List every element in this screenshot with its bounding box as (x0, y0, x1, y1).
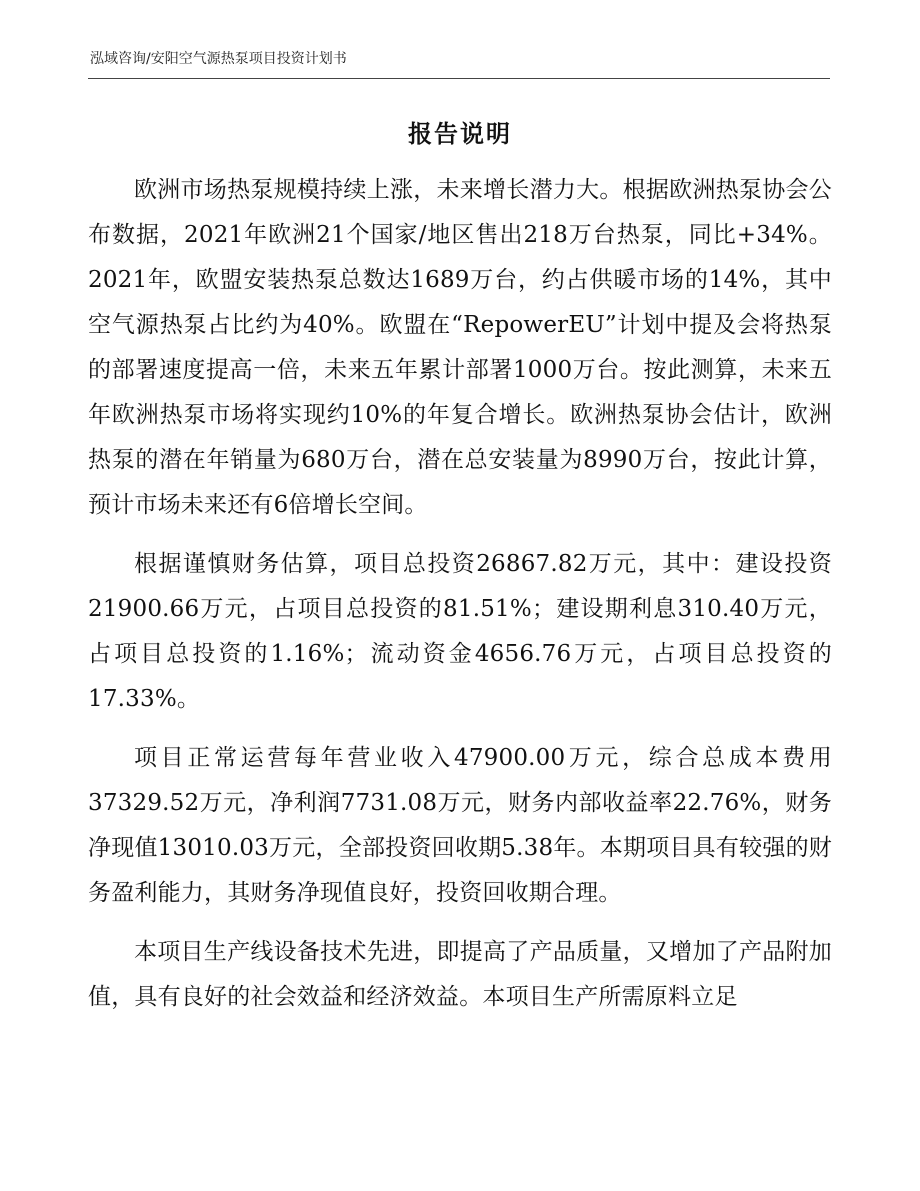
section-title: 报告说明 (408, 120, 512, 148)
paragraph-investment-estimate: 根据谨慎财务估算，项目总投资26867.82万元，其中：建设投资21900.66万元，占项目总投资的81.51%；建设期利息310.40万元，占项目总投资的1.16%；流动资金4656.76万元，占项目总投资的17.33%。 (88, 551, 832, 712)
header-divider (88, 78, 830, 79)
report-body (88, 168, 832, 1034)
running-header: 泓域咨询/安阳空气源热泵项目投资计划书 (90, 51, 347, 67)
paragraph-financial-performance: 项目正常运营每年营业收入47900.00万元，综合总成本费用37329.52万元，净利润7731.08万元，财务内部收益率22.76%，财务净现值13010.03万元，全部投资回收期5.38年。本期项目具有较强的财务盈利能力，其财务净现值良好，投资回收期合理。 (88, 745, 832, 906)
paragraph-project-benefits: 本项目生产线设备技术先进，即提高了产品质量，又增加了产品附加值，具有良好的社会效益和经济效益。本项目生产所需原料立足 (88, 939, 832, 1010)
paragraph-market-outlook: 欧洲市场热泵规模持续上涨，未来增长潜力大。根据欧洲热泵协会公布数据，2021年欧洲21个国家/地区售出218万台热泵，同比+34%。2021年，欧盟安装热泵总数达1689万台，约占供暖市场的14%，其中空气源热泵占比约为40%。欧盟在“RepowerEU”计划中提及会将热泵的部署速度提高一倍，未来五年累计部署1000万台。按此测算，未来五年欧洲热泵市场将实现约10%的年复合增长。欧洲热泵协会估计，欧洲热泵的潜在年销量为680万台，潜在总安装量为8990万台，按此计算，预计市场未来还有6倍增长空间。 (88, 177, 832, 518)
